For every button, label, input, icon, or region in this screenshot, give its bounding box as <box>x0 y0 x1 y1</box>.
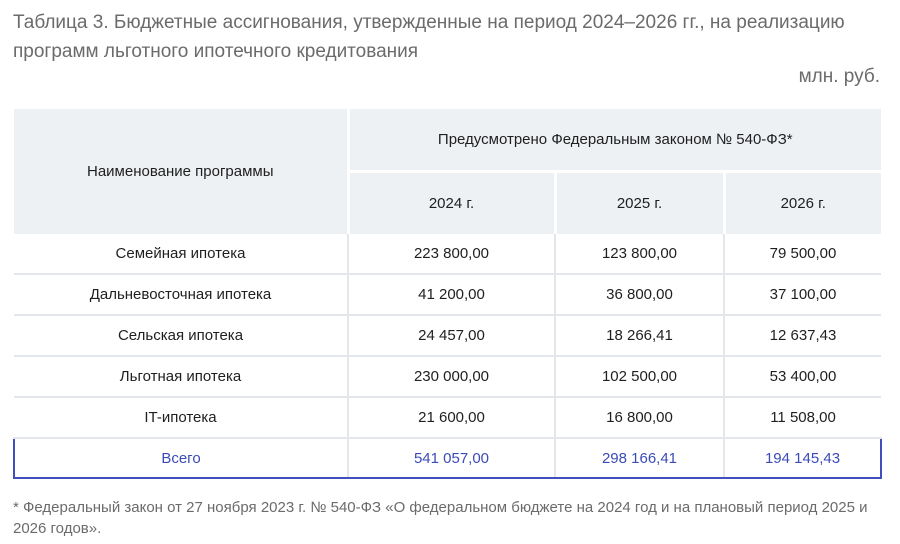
value-cell-2024: 21 600,00 <box>348 397 555 438</box>
value-cell-2025: 36 800,00 <box>555 274 724 315</box>
table-row <box>14 356 881 397</box>
program-name-cell: Льготная ипотека <box>14 356 348 397</box>
footnote: * Федеральный закон от 27 ноября 2023 г. № 540-ФЗ «О федеральном бюджете на 2024 год и на плановый период 2025 и 2026 годов». <box>13 499 868 537</box>
total-row <box>14 438 881 478</box>
value-cell-2024: 223 800,00 <box>348 234 555 274</box>
table-row <box>14 234 881 274</box>
total-cell-2024: 541 057,00 <box>348 438 555 478</box>
program-name-cell: Сельская ипотека <box>14 315 348 356</box>
total-cell-2025: 298 166,41 <box>555 438 724 478</box>
table-row <box>14 315 881 356</box>
program-name-cell: Дальневосточная ипотека <box>14 274 348 315</box>
units-label: млн. руб. <box>798 66 880 87</box>
value-cell-2026: 37 100,00 <box>724 274 881 315</box>
value-cell-2026: 53 400,00 <box>724 356 881 397</box>
value-cell-2025: 123 800,00 <box>555 234 724 274</box>
value-cell-2026: 79 500,00 <box>724 234 881 274</box>
value-cell-2024: 41 200,00 <box>348 274 555 315</box>
header-year-2024: 2024 г. <box>348 172 555 235</box>
header-year-2026: 2026 г. <box>724 172 881 235</box>
program-name-cell: Семейная ипотека <box>14 234 348 274</box>
table-row <box>14 274 881 315</box>
program-name-cell: IT-ипотека <box>14 397 348 438</box>
budget-table <box>13 109 882 479</box>
header-year-2025: 2025 г. <box>555 172 724 235</box>
total-cell-2026: 194 145,43 <box>724 438 881 478</box>
value-cell-2026: 11 508,00 <box>724 397 881 438</box>
header-program-name: Наименование программы <box>14 109 348 234</box>
table-body <box>14 234 881 478</box>
value-cell-2025: 102 500,00 <box>555 356 724 397</box>
total-label: Всего <box>14 438 348 478</box>
table-header <box>14 109 881 234</box>
value-cell-2025: 16 800,00 <box>555 397 724 438</box>
value-cell-2024: 24 457,00 <box>348 315 555 356</box>
value-cell-2026: 12 637,43 <box>724 315 881 356</box>
table-title: Таблица 3. Бюджетные ассигнования, утвержденные на период 2024–2026 гг., на реализацию программ льготного ипотечного кредитования <box>13 12 845 62</box>
table-row <box>14 397 881 438</box>
header-law-group: Предусмотрено Федеральным законом № 540-ФЗ* <box>348 109 881 172</box>
value-cell-2024: 230 000,00 <box>348 356 555 397</box>
value-cell-2025: 18 266,41 <box>555 315 724 356</box>
